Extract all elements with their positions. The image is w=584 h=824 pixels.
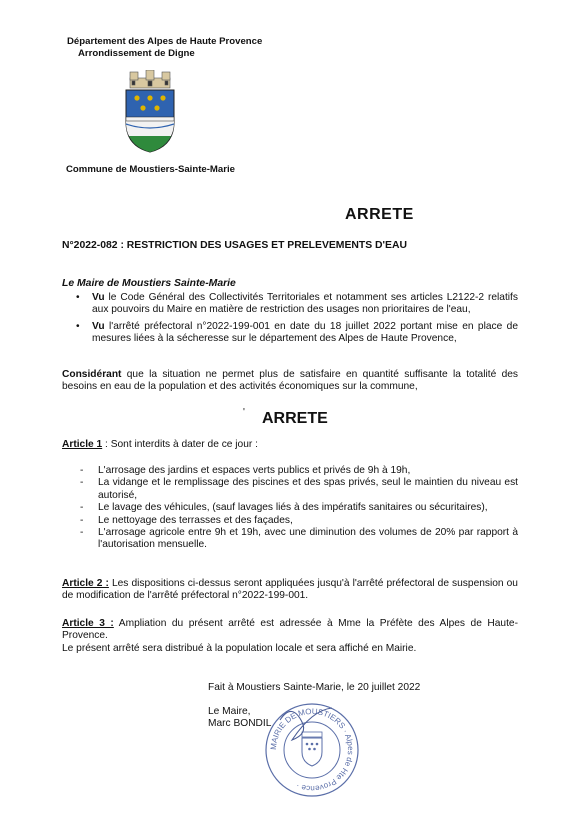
list-item: - Le lavage des véhicules, (sauf lavages liés à des impératifs sanitaires ou sécuritaires), [80, 502, 518, 514]
decree-reference: N°2022-082 : RESTRICTION DES USAGES ET PRELEVEMENTS D'EAU [62, 240, 407, 251]
arrete-heading: ARRETE [262, 410, 328, 427]
stray-mark: ' [243, 407, 245, 418]
article-2: Article 2 : Les dispositions ci-dessus seront appliquées jusqu'à l'arrêté préfectoral de suspension ou de modification de l'arrêté préfectoral n°2022-199-001. [62, 578, 518, 602]
coat-of-arms-icon [122, 70, 178, 154]
vu-item: • Vu le Code Général des Collectivités Territoriales et notamment ses articles L2122-2 relatifs aux pouvoirs du Maire en matière de restriction des usages non prioritaires de l'eau, [80, 292, 518, 317]
vu-list [80, 292, 518, 350]
signature-block [208, 706, 271, 731]
commune-name: Commune de Moustiers-Sainte-Marie [66, 164, 235, 175]
article-1-intro: Article 1 : Sont interdits à dater de ce jour : [62, 439, 258, 450]
department-line: Département des Alpes de Haute Provence [67, 36, 263, 47]
list-item: - Le nettoyage des terrasses et des façades, [80, 515, 518, 527]
vu-item: • Vu l'arrêté préfectoral n°2022-199-001 en date du 18 juillet 2022 portant mise en place de mesures liées à la sécheresse sur le département des Alpes de Haute Provence, [80, 321, 518, 346]
considerant-paragraph: Considérant que la situation ne permet plus de satisfaire en quantité suffisante la totalité des besoins en eau de la population et des activités économiques sur la commune, [62, 369, 518, 393]
signer-role: Le Maire, [208, 706, 251, 717]
place-date: Fait à Moustiers Sainte-Marie, le 20 juillet 2022 [208, 682, 421, 693]
list-item: - L'arrosage agricole entre 9h et 19h, avec une diminution des volumes de 20% par rapport à l'autorisation mensuelle. [80, 527, 518, 552]
svg-text:MAIRIE DE MOUSTIERS · Alpes de: MAIRIE DE MOUSTIERS · Alpes de Hte Provence · [268, 706, 356, 794]
article-3: Article 3 : Ampliation du présent arrêté est adressée à Mme la Préfète des Alpes de Haute-Provence. Le présent arrêté sera distribué à la population locale et sera affiché en Mairie. [62, 618, 518, 654]
signer-name: Marc BONDIL [208, 718, 272, 730]
list-item: - L'arrosage des jardins et espaces verts publics et privés de 9h à 19h, [80, 465, 518, 477]
distribution-note: Le présent arrêté sera distribué à la population locale et sera affiché en Mairie. [62, 642, 417, 654]
list-item: - La vidange et le remplissage des piscines et des spas privés, seul le maintien du niveau est autorisé, [80, 477, 518, 502]
document-title: ARRETE [345, 206, 414, 223]
issuer-line: Le Maire de Moustiers Sainte-Marie [62, 278, 236, 289]
article-1-list [80, 465, 518, 552]
arrondissement-line: Arrondissement de Digne [78, 48, 195, 59]
mairie-stamp-icon [262, 700, 362, 800]
